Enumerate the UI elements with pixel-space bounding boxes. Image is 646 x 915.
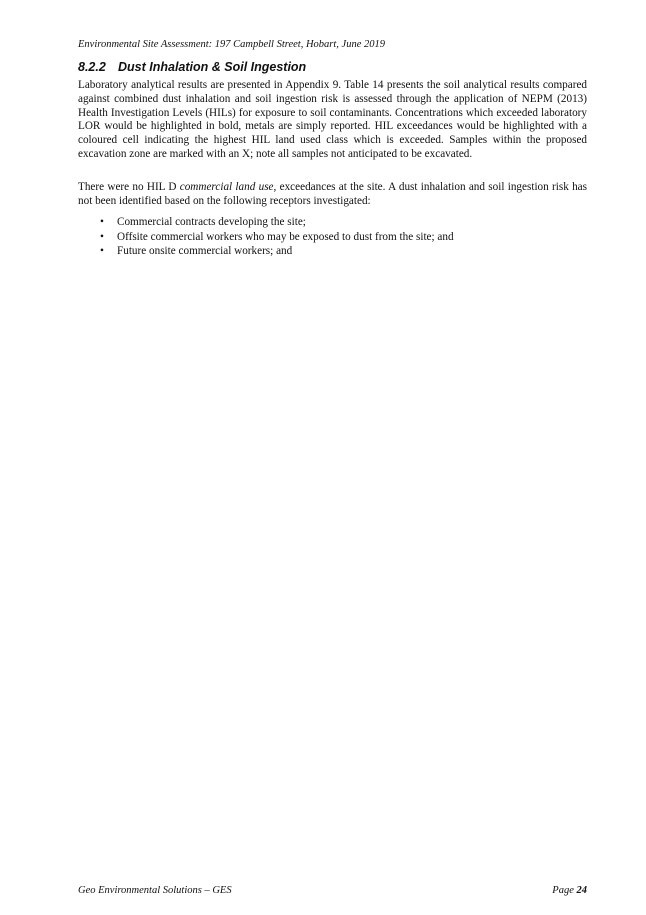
paragraph-no-exceedances [78, 181, 587, 209]
paragraph-text-end: , exceedances at the site. A dust inhalation and soil ingestion risk has not been identified based on the following receptors investigated: [78, 181, 588, 207]
paragraph-lab-results: Laboratory analytical results are presented in Appendix 9. Table 14 presents the soil analytical results compared against combined dust inhalation and soil ingestion risk is assessed through the application of NEPM (2013) Health Investigation Levels (HILs) for exposure to soil contaminants. Concentrations which exceeded laboratory LOR would be highlighted in bold, metals are simply reported. HIL exceedances would be highlighted with a coloured cell indicating the highest HIL land used class which is exceeded. Samples within the proposed excavation zone are marked with an X; note all samples not anticipated to be excavated. [78, 79, 587, 160]
bullet-icon: • [100, 245, 104, 258]
list-item-text: Offsite commercial workers who may be exposed to dust from the site; and [117, 230, 454, 243]
section-number: 8.2.2 [78, 60, 106, 74]
page-number [552, 885, 587, 896]
land-use-italic: commercial land use [179, 181, 274, 193]
page-header: Environmental Site Assessment: 197 Campbell Street, Hobart, June 2019 [78, 39, 385, 50]
receptor-list [78, 215, 587, 259]
list-item-text: Commercial contracts developing the site; [117, 216, 306, 228]
list-item [78, 244, 587, 259]
list-item [78, 215, 587, 230]
section-heading [78, 60, 306, 74]
list-item-text: Future onsite commercial workers; and [117, 245, 293, 258]
paragraph-text-start: There were no HIL D [78, 181, 180, 193]
page-label: Page [552, 885, 577, 896]
list-item [78, 230, 587, 245]
page-number-value: 24 [576, 885, 587, 896]
bullet-icon: • [100, 216, 104, 228]
section-title: Dust Inhalation & Soil Ingestion [118, 60, 307, 74]
footer-company: Geo Environmental Solutions – GES [78, 885, 232, 896]
bullet-icon: • [100, 230, 104, 243]
